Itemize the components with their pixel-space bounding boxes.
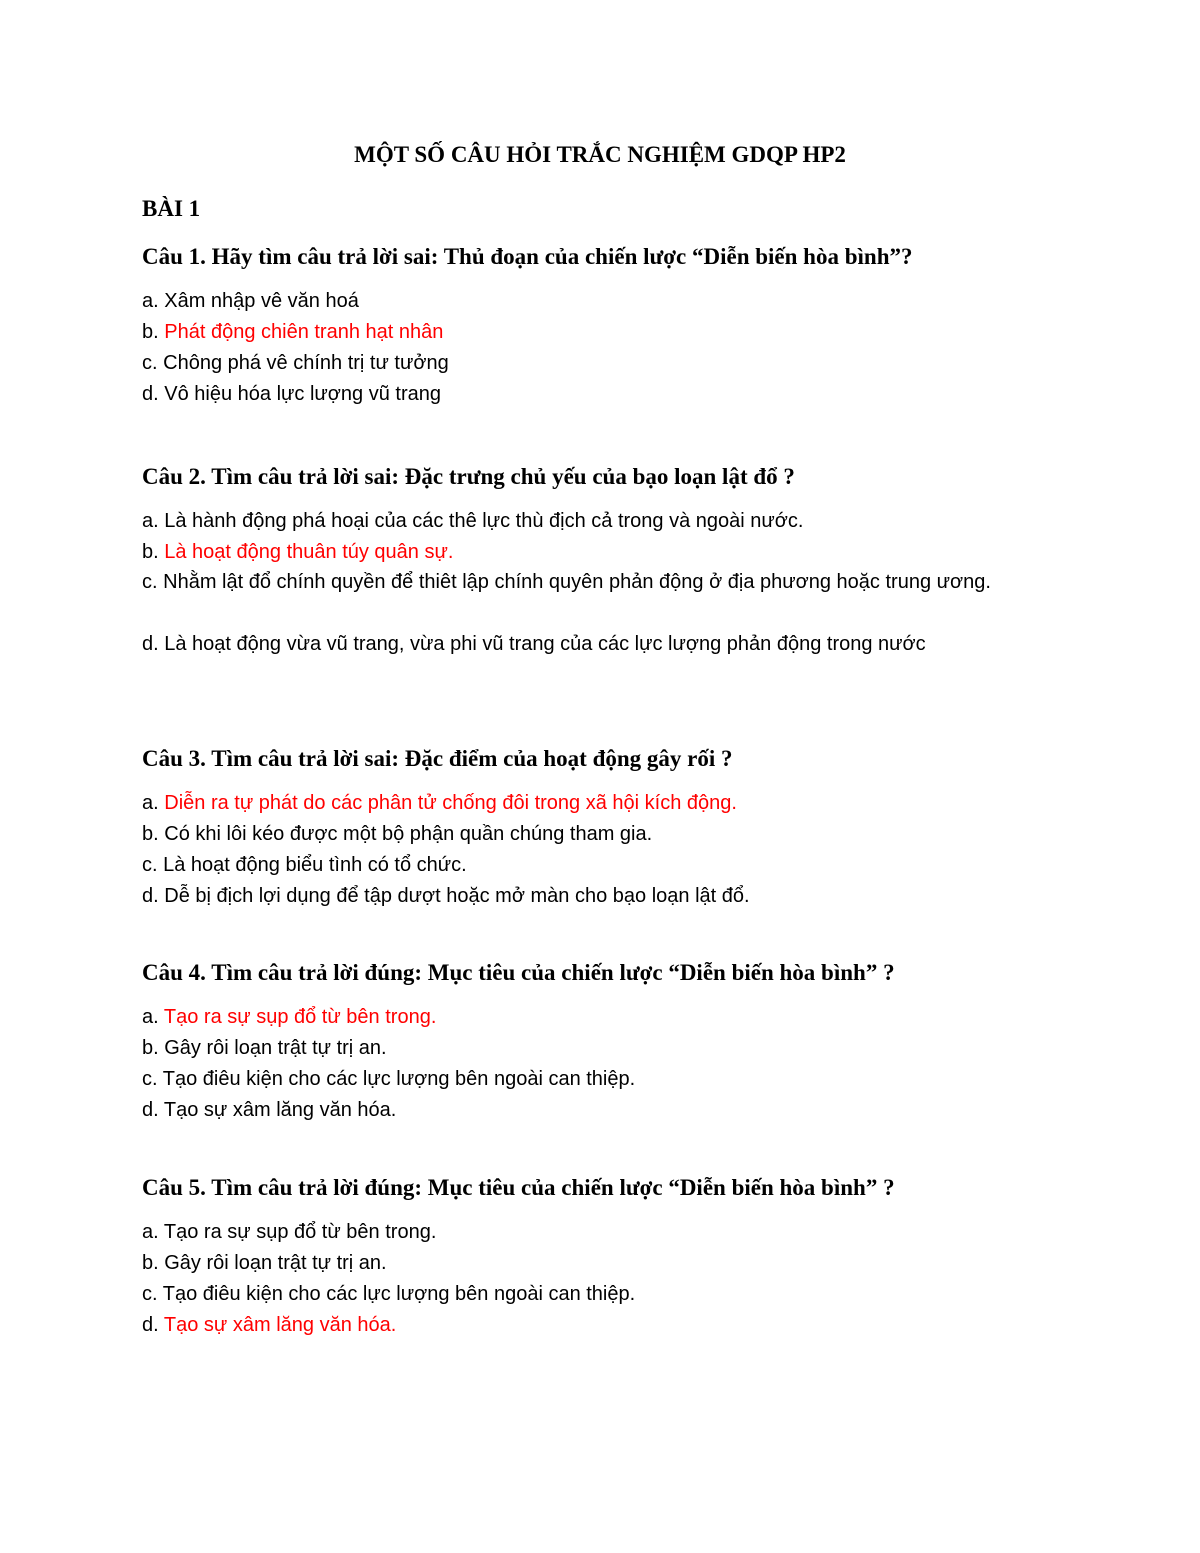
question-3-option-d: d. Dễ bị địch lợi dụng để tập dượt hoặc mở màn cho bạo loạn lật đổ. — [142, 885, 750, 907]
question-1-option-d: d. Vô hiệu hóa lực lượng vũ trang — [142, 383, 441, 405]
question-1-option-b: b. Phát động chiên tranh hạt nhân — [142, 321, 444, 343]
question-3-option-b: b. Có khi lôi kéo được một bộ phận quần chúng tham gia. — [142, 823, 653, 845]
question-4-option-c: c. Tạo điêu kiện cho các lực lượng bên ngoài can thiệp. — [142, 1068, 636, 1090]
question-3-option-c: c. Là hoạt động biểu tình có tổ chức. — [142, 854, 467, 876]
question-5-option-a: a. Tạo ra sự sụp đổ từ bên trong. — [142, 1221, 437, 1243]
question-1-option-a: a. Xâm nhập vê văn hoá — [142, 290, 359, 312]
question-2-text: Câu 2. Tìm câu trả lời sai: Đặc trưng chủ yếu của bạo loạn lật đổ ? — [142, 464, 795, 489]
question-5-text: Câu 5. Tìm câu trả lời đúng: Mục tiêu của chiến lược “Diễn biến hòa bình” ? — [142, 1175, 895, 1200]
question-4-option-b: b. Gây rôi loạn trật tự trị an. — [142, 1037, 387, 1059]
question-3-option-a: a. Diễn ra tự phát do các phân tử chống đôi trong xã hội kích động. — [142, 792, 737, 814]
question-5-option-d: d. Tạo sự xâm lăng văn hóa. — [142, 1314, 397, 1336]
question-4-option-a: a. Tạo ra sự sụp đổ từ bên trong. — [142, 1006, 437, 1028]
question-1-option-c: c. Chông phá vê chính trị tư tưởng — [142, 352, 449, 374]
section-heading: BÀI 1 — [142, 196, 201, 221]
document-title: MỘT SỐ CÂU HỎI TRẮC NGHIỆM GDQP HP2 — [354, 142, 846, 167]
question-2-option-b: b. Là hoạt động thuân túy quân sự. — [142, 541, 454, 563]
question-3-text: Câu 3. Tìm câu trả lời sai: Đặc điểm của hoạt động gây rối ? — [142, 746, 733, 771]
question-2-option-c: c. Nhằm lật đổ chính quyền để thiêt lập chính quyên phản động ở địa phương hoặc trung ương. — [142, 571, 991, 593]
question-2-option-d: d. Là hoạt động vừa vũ trang, vừa phi vũ trang của các lực lượng phản động trong nước — [142, 633, 926, 655]
question-1-text: Câu 1. Hãy tìm câu trả lời sai: Thủ đoạn của chiến lược “Diễn biến hòa bình”? — [142, 244, 913, 269]
question-4-option-d: d. Tạo sự xâm lăng văn hóa. — [142, 1099, 397, 1121]
question-2-option-a: a. Là hành động phá hoại của các thê lực thù địch cả trong và ngoài nước. — [142, 510, 804, 532]
question-4-text: Câu 4. Tìm câu trả lời đúng: Mục tiêu của chiến lược “Diễn biến hòa bình” ? — [142, 960, 895, 985]
question-5-option-c: c. Tạo điêu kiện cho các lực lượng bên ngoài can thiệp. — [142, 1283, 636, 1305]
question-5-option-b: b. Gây rôi loạn trật tự trị an. — [142, 1252, 387, 1274]
